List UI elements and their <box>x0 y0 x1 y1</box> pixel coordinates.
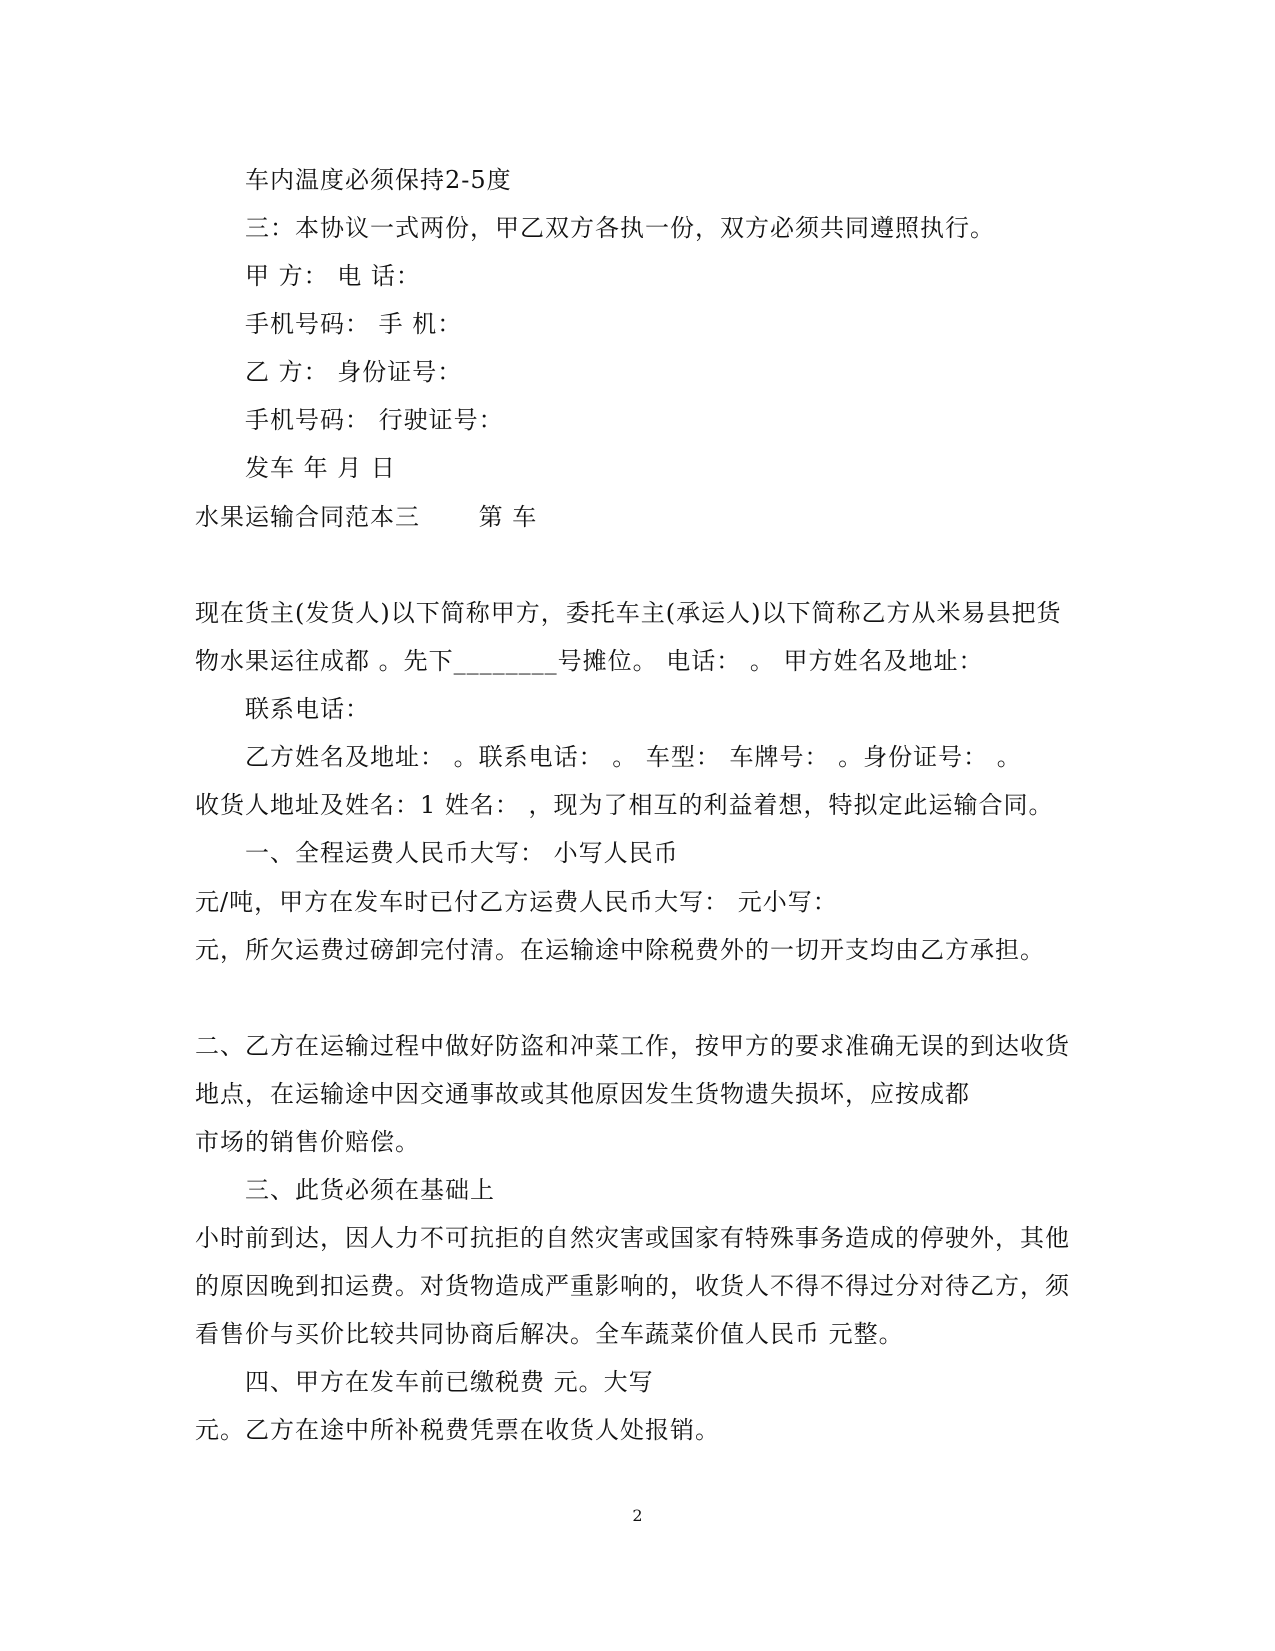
text-line: 元/吨，甲方在发车时已付乙方运费人民币大写： 元小写： <box>195 888 838 916</box>
text-line: 收货人地址及姓名：1 姓名： ，现为了相互的利益着想，特拟定此运输合同。 <box>195 791 1054 819</box>
text-line: 二、乙方在运输过程中做好防盗和冲菜工作，按甲方的要求准确无误的到达收货 <box>195 1032 1070 1060</box>
text-line: 现在货主(发货人)以下简称甲方，委托车主(承运人)以下简称乙方从米易县把货 <box>195 599 1062 627</box>
text-line: 一、全程运费人民币大写： 小写人民币 <box>245 839 679 867</box>
text-line: 车内温度必须保持2-5度 <box>245 166 512 194</box>
page-number: 2 <box>632 1506 643 1525</box>
text-line: 发车 年 月 日 <box>245 454 396 482</box>
text-line: 乙 方： 身份证号： <box>245 358 463 386</box>
text-line: 看售价与买价比较共同协商后解决。全车蔬菜价值人民币 元整。 <box>195 1320 904 1348</box>
section-heading: 水果运输合同范本三 第 车 <box>195 503 538 531</box>
text-line: 元，所欠运费过磅卸完付清。在运输途中除税费外的一切开支均由乙方承担。 <box>195 936 1045 964</box>
text-line: 乙方姓名及地址： 。联系电话： 。 车型： 车牌号： 。身份证号： 。 <box>245 743 1022 771</box>
text-line: 的原因晚到扣运费。对货物造成严重影响的，收货人不得不得过分对待乙方，须 <box>195 1272 1070 1300</box>
text-line: 四、甲方在发车前已缴税费 元。大写 <box>245 1368 654 1396</box>
text-line: 物水果运往成都 。先下________号摊位。 电话： 。 甲方姓名及地址： <box>195 647 984 675</box>
text-line: 甲 方： 电 话： <box>245 262 421 290</box>
text-line: 三、此货必须在基础上 <box>245 1176 495 1204</box>
text-line: 小时前到达，因人力不可抗拒的自然灾害或国家有特殊事务造成的停驶外，其他 <box>195 1224 1070 1252</box>
text-line: 地点，在运输途中因交通事故或其他原因发生货物遗失损坏，应按成都 <box>195 1080 970 1108</box>
text-line: 手机号码： 行驶证号： <box>245 406 504 434</box>
text-line: 市场的销售价赔偿。 <box>195 1128 420 1156</box>
text-line: 联系电话： <box>245 695 370 723</box>
text-line: 元。乙方在途中所补税费凭票在收货人处报销。 <box>195 1416 720 1444</box>
text-line: 手机号码： 手 机： <box>245 310 463 338</box>
text-line: 三：本协议一式两份，甲乙双方各执一份，双方必须共同遵照执行。 <box>245 214 995 242</box>
